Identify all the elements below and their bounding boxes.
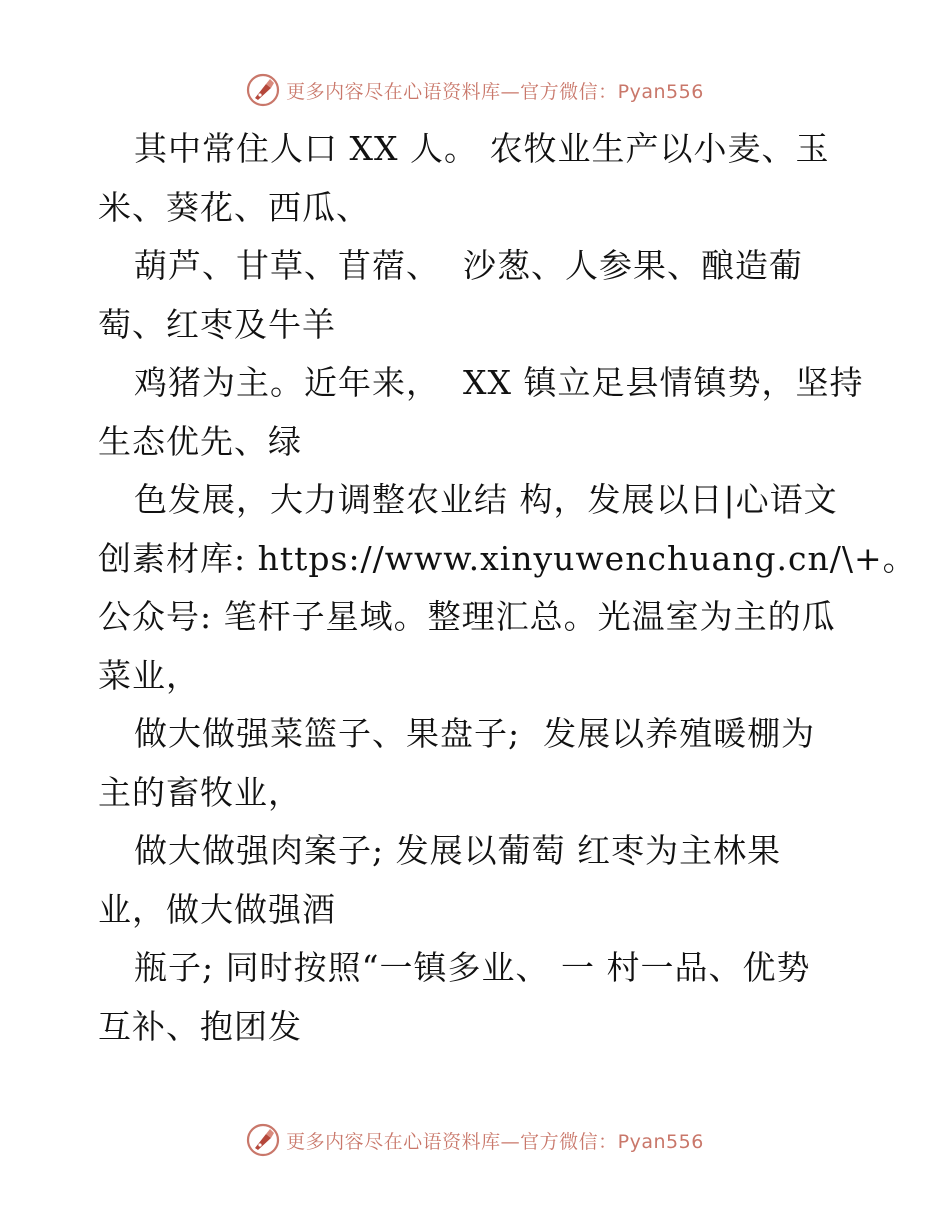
body-line: 公众号: 笔杆子星域。整理汇总。光温室为主的瓜 xyxy=(98,597,836,636)
header-wechat-id: Pyan556 xyxy=(617,80,704,103)
header-banner-text: 更多内容尽在心语资料库—官方微信：Pyan556 xyxy=(286,80,704,103)
footer-banner xyxy=(0,1120,950,1160)
pen-nib-logo-icon xyxy=(246,73,280,107)
body-line: 主的畜牧业， xyxy=(98,772,302,812)
document-body xyxy=(98,120,917,1056)
body-line: 做大做强菜篮子、果盘子; 发展以养殖暖棚为 xyxy=(134,714,816,753)
body-line: 生态优先、绿 xyxy=(98,421,302,461)
body-line: 色发展，大力调整农业结 构，发展以日|心语文 xyxy=(134,480,838,519)
body-line: 其中常住人口 XX 人。 农牧业生产以小麦、玉 xyxy=(134,129,830,168)
pen-nib-logo-icon xyxy=(246,1123,280,1157)
footer-banner-text: 更多内容尽在心语资料库—官方微信：Pyan556 xyxy=(286,1130,704,1153)
body-line: 菜业， xyxy=(98,655,200,695)
header-banner xyxy=(0,70,950,110)
body-line: 创素材库: https://www.xinyuwenchuang.cn/\+。 xyxy=(98,538,917,578)
body-line: 萄、红枣及牛羊 xyxy=(98,304,336,344)
body-line: 米、葵花、西瓜、 xyxy=(98,187,370,227)
footer-wechat-id: Pyan556 xyxy=(617,1130,704,1153)
body-line: 业，做大做强酒 xyxy=(98,889,336,929)
body-line: 瓶子; 同时按照“一镇多业、 一 村一品、优势 xyxy=(134,948,811,987)
body-line: 做大做强肉案子; 发展以葡萄 红枣为主林果 xyxy=(134,831,782,870)
body-line: 葫芦、甘草、苜蓿、 沙葱、人参果、酿造葡 xyxy=(134,246,803,285)
body-line: 互补、抱团发 xyxy=(98,1006,302,1046)
body-line: 鸡猪为主。近年来， XX 镇立足县情镇势，坚持 xyxy=(134,363,864,402)
